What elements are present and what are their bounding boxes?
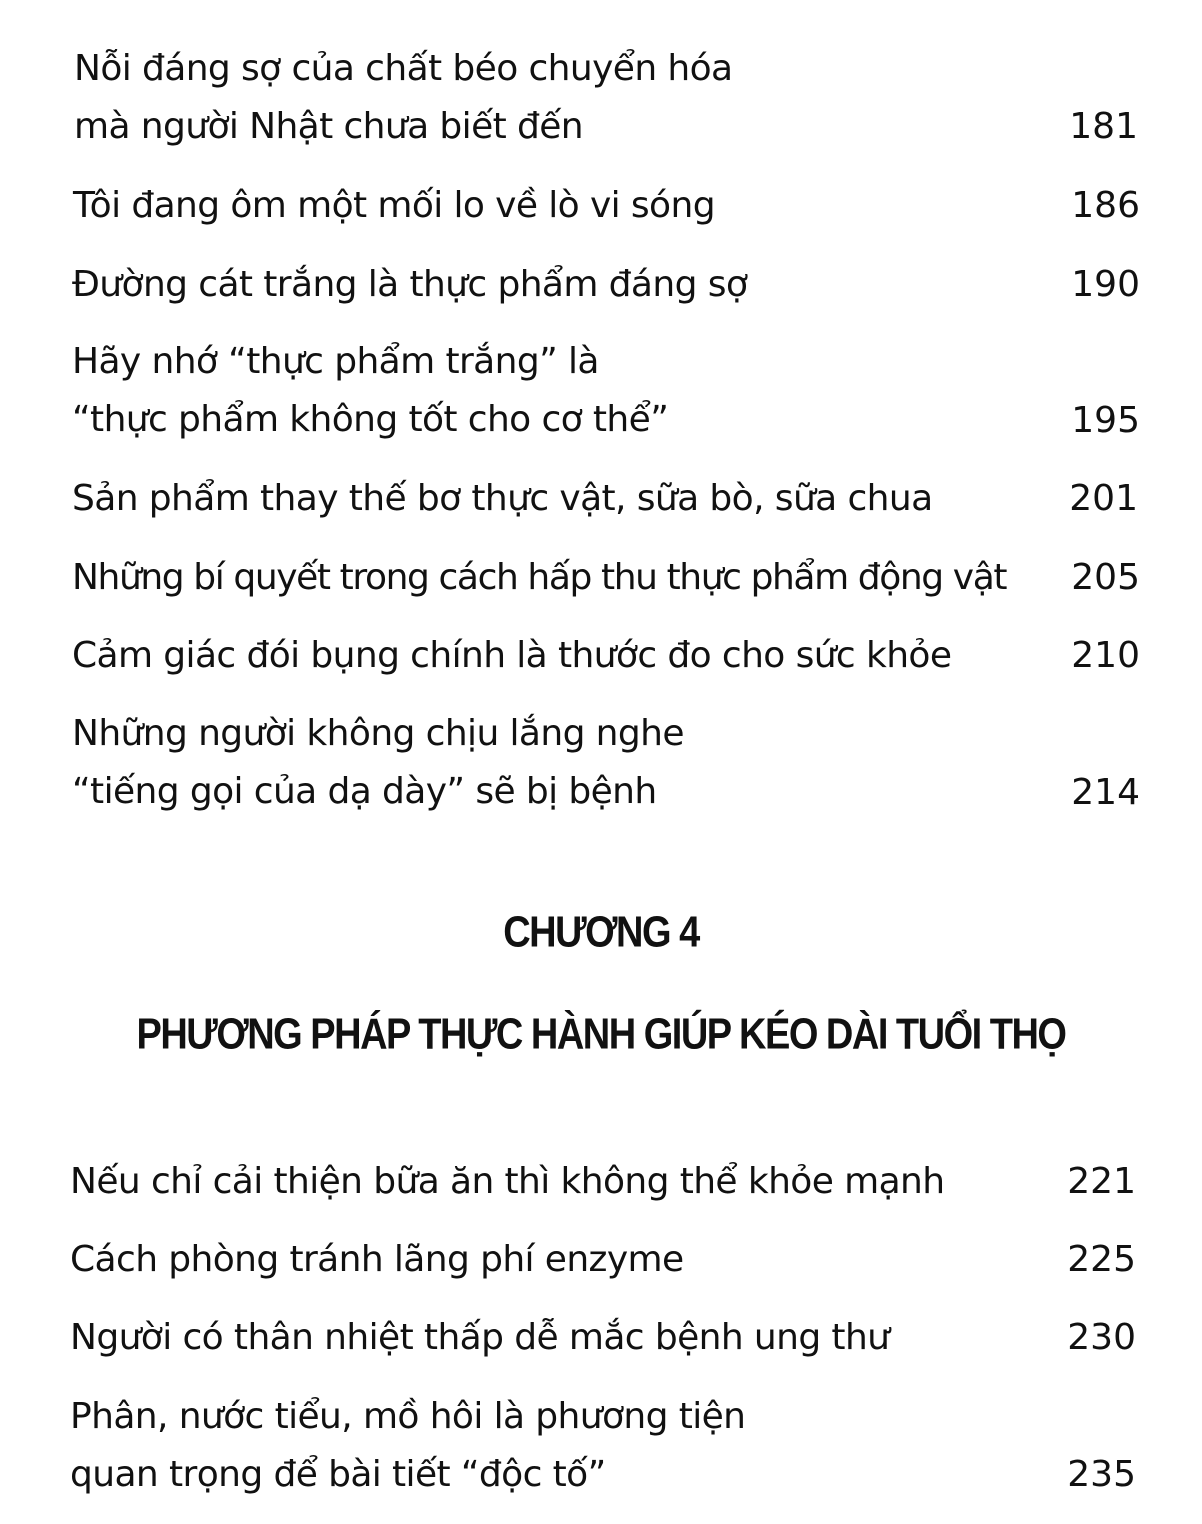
toc-page-number: 235 xyxy=(1067,1454,1136,1495)
toc-entry-title-line: “thực phẩm không tốt cho cơ thể” xyxy=(72,399,669,440)
toc-page-number: 221 xyxy=(1067,1161,1136,1202)
toc-entry-title-line: Cảm giác đói bụng chính là thước đo cho sức khỏe xyxy=(72,635,952,676)
toc-entry-title-line: Sản phẩm thay thế bơ thực vật, sữa bò, sữa chua xyxy=(72,478,933,519)
toc-entry-title-line: “tiếng gọi của dạ dày” sẽ bị bệnh xyxy=(72,771,657,812)
toc-page-number: 225 xyxy=(1067,1239,1136,1280)
toc-page-number: 195 xyxy=(1071,400,1140,441)
toc-entry-title-line: Nỗi đáng sợ của chất béo chuyển hóa xyxy=(74,48,733,89)
toc-page-number: 186 xyxy=(1071,185,1140,226)
toc-page-number: 181 xyxy=(1069,106,1138,147)
chapter-title: PHƯƠNG PHÁP THỰC HÀNH GIÚP KÉO DÀI TUỔI THỌ xyxy=(136,1010,1066,1060)
toc-entry-title-line: Tôi đang ôm một mối lo về lò vi sóng xyxy=(73,185,715,226)
toc-entry-title-line: Đường cát trắng là thực phẩm đáng sợ xyxy=(72,264,748,305)
toc-entry-title-line: Những người không chịu lắng nghe xyxy=(72,713,684,754)
toc-page-number: 230 xyxy=(1067,1317,1136,1358)
toc-page-number: 214 xyxy=(1071,772,1140,813)
toc-page-number: 205 xyxy=(1071,557,1140,598)
toc-page-number: 190 xyxy=(1071,264,1140,305)
chapter-label: CHƯƠNG 4 xyxy=(503,908,699,958)
toc-entry-title-line: quan trọng để bài tiết “độc tố” xyxy=(70,1454,606,1495)
toc-entry-title-line: mà người Nhật chưa biết đến xyxy=(74,106,583,147)
toc-entry-title-line: Phân, nước tiểu, mồ hôi là phương tiện xyxy=(70,1396,746,1437)
toc-entry-title-line: Nếu chỉ cải thiện bữa ăn thì không thể khỏe mạnh xyxy=(70,1161,945,1202)
toc-entry-title-line: Hãy nhớ “thực phẩm trắng” là xyxy=(72,341,599,382)
toc-entry-title-line: Cách phòng tránh lãng phí enzyme xyxy=(70,1239,684,1280)
toc-page-number: 210 xyxy=(1071,635,1140,676)
toc-page-number: 201 xyxy=(1069,478,1138,519)
toc-entry-title-line: Người có thân nhiệt thấp dễ mắc bệnh ung thư xyxy=(70,1317,890,1358)
toc-entry-title-line: Những bí quyết trong cách hấp thu thực phẩm động vật xyxy=(72,557,1007,598)
